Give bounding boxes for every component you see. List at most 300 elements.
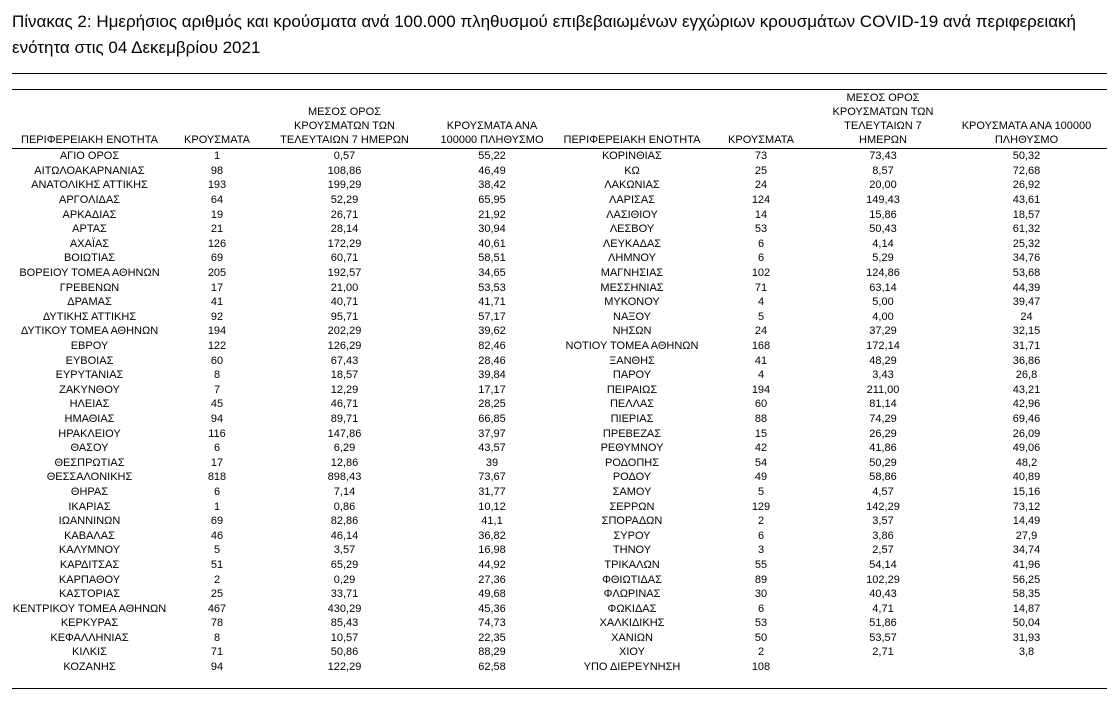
cell-avg7: 20,00: [869, 179, 897, 192]
table-row: [12, 339, 1107, 354]
cell-per100k: 26,8: [1015, 369, 1038, 382]
cell-avg7: 5,00: [872, 296, 894, 309]
cell-avg7: 3,57: [872, 515, 894, 528]
cell-region: ΦΘΙΩΤΙΔΑΣ: [602, 573, 662, 586]
cell-avg7: 149,43: [866, 194, 900, 207]
cell-per100k: 37,97: [478, 427, 506, 440]
header-cases: ΚΡΟΥΣΜΑΤΑ: [728, 134, 794, 146]
cell-avg7: 67,43: [330, 354, 359, 367]
cell-region: ΡΟΔΟΠΗΣ: [604, 456, 660, 469]
cell-avg7: 26,29: [869, 427, 897, 440]
cell-per100k: 39,47: [1012, 296, 1041, 309]
cell-avg7: 2,71: [872, 646, 894, 659]
cell-region: ΣΕΡΡΩΝ: [609, 500, 655, 513]
cell-avg7: 0,29: [333, 573, 356, 586]
cell-per100k: 40,61: [478, 237, 506, 250]
cell-per100k: 31,71: [1012, 340, 1041, 353]
cell-per100k: 44,39: [1012, 281, 1041, 294]
cell-per100k: 39,84: [478, 369, 506, 382]
cell-per100k: 56,25: [1012, 573, 1041, 586]
cell-per100k: 82,46: [478, 340, 506, 353]
cell-per100k: 36,82: [478, 529, 506, 542]
table-row: [12, 572, 1107, 587]
cell-cases: 193: [207, 179, 227, 192]
cell-cases: 1: [213, 500, 221, 513]
table-row: [12, 455, 1107, 470]
cell-avg7: 4,00: [872, 310, 894, 323]
cell-region: ΚΑΣΤΟΡΙΑΣ: [58, 588, 121, 601]
cell-cases: 2: [757, 515, 765, 528]
cell-per100k: 28,46: [478, 354, 506, 367]
table-row: [12, 368, 1107, 383]
cell-per100k: 24: [1020, 310, 1033, 323]
cell-per100k: 40,89: [1012, 471, 1041, 484]
cell-region: ΧΙΟΥ: [619, 646, 645, 659]
cell-region: ΣΥΡΟΥ: [613, 529, 651, 542]
cell-per100k: 38,42: [478, 179, 506, 192]
cell-per100k: 14,49: [1012, 515, 1041, 528]
cell-cases: 17: [210, 456, 224, 469]
cell-cases: 49: [754, 471, 768, 484]
cell-cases: 92: [210, 310, 224, 323]
cell-per100k: 42,96: [1012, 398, 1041, 411]
cell-per100k: 66,85: [478, 412, 506, 425]
cell-avg7: 430,29: [327, 602, 362, 615]
cell-avg7: 54,14: [869, 558, 897, 571]
cell-per100k: 26,92: [1012, 179, 1041, 192]
cell-per100k: 34,74: [1012, 544, 1041, 557]
cell-region: ΧΑΝΙΩΝ: [611, 631, 653, 644]
cell-cases: 24: [754, 325, 768, 338]
cell-cases: 41: [754, 354, 768, 367]
cell-cases: 4: [757, 296, 765, 309]
cell-avg7: 3,86: [872, 529, 894, 542]
table-row: [12, 353, 1107, 368]
cell-per100k: 62,58: [478, 661, 506, 674]
cell-avg7: 40,43: [869, 588, 897, 601]
cell-region: ΦΩΚΙΔΑΣ: [607, 602, 657, 615]
table-row: [12, 528, 1107, 543]
cell-region: ΤΗΝΟΥ: [612, 544, 652, 557]
cell-avg7: 48,29: [869, 354, 897, 367]
cell-per100k: 27,9: [1015, 529, 1038, 542]
header-cases: ΚΡΟΥΣΜΑΤΑ: [184, 134, 250, 146]
cell-cases: 69: [210, 252, 224, 265]
cell-region: ΝΑΞΟΥ: [613, 310, 651, 323]
table-row: [12, 543, 1107, 558]
cell-per100k: 3,8: [1018, 646, 1035, 659]
cell-per100k: 55,22: [478, 150, 506, 163]
cell-avg7: 50,43: [869, 223, 897, 236]
cell-per100k: 50,32: [1012, 150, 1041, 163]
cell-per100k: 57,17: [478, 310, 506, 323]
cell-cases: 98: [210, 164, 224, 177]
cell-per100k: 41,71: [478, 296, 506, 309]
table-row: [12, 470, 1107, 485]
cell-region: ΖΑΚΥΝΘΟΥ: [59, 383, 120, 396]
cell-per100k: 74,73: [478, 617, 506, 630]
cell-region: ΜΥΚΟΝΟΥ: [604, 296, 660, 309]
cell-region: ΑΡΓΟΛΙΔΑΣ: [59, 194, 120, 207]
cell-cases: 108: [751, 661, 771, 674]
cell-cases: 60: [210, 354, 224, 367]
cell-cases: 5: [757, 485, 765, 498]
cell-cases: 14: [754, 208, 768, 221]
cell-per100k: 69,46: [1012, 412, 1041, 425]
cell-region: ΑΙΤΩΛΟΑΚΑΡΝΑΝΙΑΣ: [34, 164, 145, 177]
cell-avg7: 18,57: [330, 369, 359, 382]
header-region: ΠΕΡΙΦΕΡΕΙΑΚΗ ΕΝΟΤΗΤΑ: [21, 134, 158, 146]
table-row: [12, 485, 1107, 500]
cell-per100k: 31,93: [1012, 631, 1041, 644]
cell-per100k: 10,12: [478, 500, 506, 513]
cell-cases: 129: [751, 500, 771, 513]
table-row: [12, 295, 1107, 310]
cell-region: ΚΕΡΚΥΡΑΣ: [60, 617, 119, 630]
cell-region: ΛΑΚΩΝΙΑΣ: [604, 179, 660, 192]
cell-per100k: 53,53: [478, 281, 506, 294]
cell-avg7: 12,29: [330, 383, 359, 396]
cell-avg7: 199,29: [327, 179, 362, 192]
cell-region: ΛΕΣΒΟΥ: [609, 223, 655, 236]
cell-avg7: 10,57: [330, 631, 359, 644]
cell-per100k: 58,35: [1012, 588, 1041, 601]
table-row: [12, 631, 1107, 646]
table-bottom-rule: [12, 688, 1107, 689]
cell-cases: 467: [207, 602, 227, 615]
table-body: [12, 149, 1107, 675]
cell-per100k: 58,51: [478, 252, 506, 265]
table-row: [12, 412, 1107, 427]
cell-cases: 6: [757, 252, 765, 265]
cell-region: ΔΥΤΙΚΗΣ ΑΤΤΙΚΗΣ: [42, 310, 137, 323]
cell-per100k: 50,04: [1012, 617, 1041, 630]
cell-region: ΠΕΙΡΑΙΩΣ: [606, 383, 658, 396]
cell-cases: 3: [757, 544, 765, 557]
table-row: [12, 587, 1107, 602]
cell-region: ΚΑΛΥΜΝΟΥ: [58, 544, 121, 557]
cell-per100k: 41,96: [1012, 558, 1041, 571]
cell-cases: 45: [210, 398, 224, 411]
table-row: [12, 426, 1107, 441]
cell-region: ΑΝΑΤΟΛΙΚΗΣ ΑΤΤΙΚΗΣ: [31, 179, 148, 192]
cell-cases: 5: [757, 310, 765, 323]
cell-cases: 17: [210, 281, 224, 294]
cell-cases: 30: [754, 588, 768, 601]
table-row: [12, 514, 1107, 529]
cell-per100k: 21,92: [478, 208, 506, 221]
table-row: [12, 149, 1107, 164]
cell-avg7: 192,57: [327, 267, 362, 280]
cell-per100k: 32,15: [1012, 325, 1041, 338]
cell-avg7: 74,29: [869, 412, 897, 425]
table-row: [12, 193, 1107, 208]
cell-region: ΦΛΩΡΙΝΑΣ: [603, 588, 661, 601]
title-divider: [12, 73, 1107, 74]
cell-per100k: 27,36: [478, 573, 506, 586]
cell-region: ΠΑΡΟΥ: [612, 369, 652, 382]
cell-cases: 818: [207, 471, 227, 484]
cell-region: ΞΑΝΘΗΣ: [609, 354, 655, 367]
cell-per100k: 18,57: [1012, 208, 1041, 221]
cell-cases: 6: [757, 602, 765, 615]
cell-avg7: 52,29: [330, 194, 359, 207]
table-row: [12, 164, 1107, 179]
table-row: [12, 251, 1107, 266]
cell-region: ΔΡΑΜΑΣ: [67, 296, 112, 309]
cell-cases: 55: [754, 558, 768, 571]
cell-region: ΔΥΤΙΚΟΥ ΤΟΜΕΑ ΑΘΗΝΩΝ: [20, 325, 159, 338]
table-row: [12, 324, 1107, 339]
header-avg7: ΜΕΣΟΣ ΟΡΟΣ ΚΡΟΥΣΜΑΤΩΝ ΤΩΝ ΤΕΛΕΥΤΑΙΩΝ 7 ΗΜΕΡΩΝ: [280, 106, 409, 146]
header-region: ΠΕΡΙΦΕΡΕΙΑΚΗ ΕΝΟΤΗΤΑ: [563, 134, 701, 146]
cell-avg7: 46,71: [330, 398, 359, 411]
cell-avg7: 7,14: [333, 485, 356, 498]
cell-per100k: 48,2: [1015, 456, 1038, 469]
cell-cases: 51: [210, 558, 224, 571]
cell-avg7: 108,86: [327, 164, 362, 177]
cell-per100k: 72,68: [1012, 164, 1041, 177]
cell-avg7: 4,57: [872, 485, 894, 498]
table-row: [12, 601, 1107, 616]
header-avg7: ΜΕΣΟΣ ΟΡΟΣ ΚΡΟΥΣΜΑΤΩΝ ΤΩΝ ΤΕΛΕΥΤΑΙΩΝ 7 ΗΜΕΡΩΝ: [832, 92, 934, 146]
table-row: [12, 645, 1107, 660]
cell-region: ΜΑΓΝΗΣΙΑΣ: [600, 267, 664, 280]
cell-region: ΠΙΕΡΙΑΣ: [610, 412, 654, 425]
cell-avg7: 211,00: [866, 383, 900, 396]
cell-avg7: 40,71: [330, 296, 359, 309]
table-row: [12, 383, 1107, 398]
cell-cases: 5: [213, 544, 221, 557]
cell-avg7: 126,29: [327, 340, 362, 353]
cell-cases: 7: [213, 383, 221, 396]
cell-avg7: 82,86: [330, 515, 359, 528]
cell-avg7: 3,57: [333, 544, 356, 557]
cell-avg7: 898,43: [327, 471, 362, 484]
table-header-row: [12, 91, 1107, 149]
cell-region: ΑΡΚΑΔΙΑΣ: [62, 208, 117, 221]
cell-avg7: 15,86: [869, 208, 897, 221]
cell-per100k: 43,21: [1012, 383, 1041, 396]
cell-cases: 122: [207, 340, 227, 353]
cell-region: ΚΑΡΠΑΘΟΥ: [58, 573, 121, 586]
cell-per100k: 39,62: [478, 325, 506, 338]
cell-region: ΠΕΛΛΑΣ: [609, 398, 655, 411]
cell-cases: 71: [210, 646, 224, 659]
cell-per100k: 65,95: [478, 194, 506, 207]
cell-per100k: 34,65: [478, 267, 506, 280]
cell-avg7: 95,71: [330, 310, 359, 323]
cell-region: ΠΡΕΒΕΖΑΣ: [602, 427, 662, 440]
cell-region: ΤΡΙΚΑΛΩΝ: [604, 558, 660, 571]
cell-per100k: 73,12: [1012, 500, 1041, 513]
cell-avg7: 60,71: [330, 252, 359, 265]
cell-region: ΡΕΘΥΜΝΟΥ: [600, 442, 664, 455]
cell-cases: 2: [757, 646, 765, 659]
header-per100k: ΚΡΟΥΣΜΑΤΑ ΑΝΑ 100000 ΠΛΗΘΥΣΜΟ: [440, 120, 544, 146]
cell-cases: 205: [207, 267, 227, 280]
cell-cases: 24: [754, 179, 768, 192]
cell-per100k: 34,76: [1012, 252, 1041, 265]
cell-avg7: 53,57: [869, 631, 897, 644]
cell-cases: 94: [210, 412, 224, 425]
cell-cases: 41: [210, 296, 224, 309]
table-row: [12, 441, 1107, 456]
cell-per100k: 49,68: [478, 588, 506, 601]
cell-cases: 42: [754, 442, 768, 455]
table-row: [12, 397, 1107, 412]
cell-region: ΘΕΣΣΑΛΟΝΙΚΗΣ: [46, 471, 133, 484]
cell-cases: 8: [213, 369, 221, 382]
cell-cases: 15: [754, 427, 768, 440]
table-row: [12, 558, 1107, 573]
cell-cases: 1: [213, 150, 221, 163]
cell-per100k: 36,86: [1012, 354, 1041, 367]
table-row: [12, 499, 1107, 514]
cell-cases: 124: [751, 194, 771, 207]
cell-avg7: 51,86: [869, 617, 897, 630]
cell-cases: 6: [757, 529, 765, 542]
cell-avg7: 50,86: [330, 646, 359, 659]
table-row: [12, 237, 1107, 252]
cell-per100k: 31,77: [478, 485, 506, 498]
cell-cases: 64: [210, 194, 224, 207]
cell-avg7: 142,29: [866, 500, 900, 513]
cell-cases: 89: [754, 573, 768, 586]
cell-region: ΑΓΙΟ ΟΡΟΣ: [59, 150, 120, 163]
cell-cases: 6: [757, 237, 765, 250]
cell-per100k: 25,32: [1012, 237, 1041, 250]
cell-avg7: 46,14: [330, 529, 359, 542]
cell-avg7: 2,57: [872, 544, 894, 557]
cell-region: ΚΕΦΑΛΛΗΝΙΑΣ: [50, 631, 129, 644]
cell-avg7: 8,57: [872, 164, 894, 177]
cell-avg7: 122,29: [327, 661, 362, 674]
cell-region: ΙΚΑΡΙΑΣ: [68, 500, 111, 513]
document-title: Πίνακας 2: Ημερήσιος αριθμός και κρούσματα ανά 100.000 πληθυσμού επιβεβαιωμένων εγχώριων κρουσμάτων COVID-19 ανά περιφερειακή ενότητα στις 04 Δεκεμβρίου 2021: [12, 12, 1076, 57]
cell-cases: 94: [210, 661, 224, 674]
cell-cases: 53: [754, 223, 768, 236]
cell-cases: 88: [754, 412, 768, 425]
cell-region: ΚΙΛΚΙΣ: [72, 646, 107, 659]
cell-region: ΒΟΡΕΙΟΥ ΤΟΜΕΑ ΑΘΗΝΩΝ: [19, 267, 160, 280]
cell-per100k: 30,94: [478, 223, 506, 236]
cell-region: ΗΡΑΚΛΕΙΟΥ: [58, 427, 121, 440]
cell-avg7: 58,86: [869, 471, 897, 484]
cell-cases: 102: [751, 267, 771, 280]
cell-cases: 78: [210, 617, 224, 630]
covid-cases-table: [12, 91, 1107, 674]
cell-per100k: 46,49: [478, 164, 506, 177]
cell-per100k: 39: [485, 456, 499, 469]
cell-cases: 194: [207, 325, 227, 338]
cell-cases: 50: [754, 631, 768, 644]
cell-avg7: 73,43: [869, 150, 897, 163]
cell-region: ΕΒΡΟΥ: [70, 340, 109, 353]
cell-per100k: 53,68: [1012, 267, 1041, 280]
cell-per100k: 26,09: [1012, 427, 1041, 440]
cell-cases: 25: [754, 164, 768, 177]
cell-avg7: 63,14: [869, 281, 897, 294]
cell-region: ΚΕΝΤΡΙΚΟΥ ΤΟΜΕΑ ΑΘΗΝΩΝ: [12, 602, 167, 615]
table-row: [12, 266, 1107, 281]
cell-region: ΥΠΟ ΔΙΕΡΕΥΝΗΣΗ: [583, 661, 681, 674]
cell-region: ΝΟΤΙΟΥ ΤΟΜΕΑ ΑΘΗΝΩΝ: [565, 340, 699, 353]
table-row: [12, 660, 1107, 675]
cell-per100k: [946, 660, 1107, 675]
table-row: [12, 616, 1107, 631]
cell-region: ΚΟΡΙΝΘΙΑΣ: [602, 150, 662, 163]
cell-region: ΛΑΡΙΣΑΣ: [608, 194, 655, 207]
cell-cases: 21: [210, 223, 224, 236]
cell-avg7: 0,86: [333, 500, 356, 513]
cell-cases: 116: [208, 427, 226, 440]
cell-cases: 6: [213, 485, 221, 498]
cell-avg7: 4,71: [872, 602, 894, 615]
cell-avg7: 172,29: [327, 237, 362, 250]
cell-avg7: 85,43: [330, 617, 359, 630]
cell-per100k: 45,36: [478, 602, 506, 615]
cell-region: ΚΑΡΔΙΤΣΑΣ: [59, 558, 120, 571]
cell-avg7: 147,86: [327, 427, 362, 440]
cell-avg7: 3,43: [872, 369, 894, 382]
cell-region: ΗΛΕΙΑΣ: [69, 398, 110, 411]
cell-avg7: 26,71: [330, 208, 359, 221]
cell-region: ΘΕΣΠΡΩΤΙΑΣ: [54, 456, 125, 469]
table-row: [12, 280, 1107, 295]
cell-per100k: 15,16: [1012, 485, 1041, 498]
table-row: [12, 207, 1107, 222]
cell-avg7: 5,29: [872, 252, 894, 265]
cell-cases: 69: [210, 515, 224, 528]
cell-region: ΣΑΜΟΥ: [612, 485, 652, 498]
cell-cases: 8: [213, 631, 221, 644]
cell-cases: 194: [751, 383, 771, 396]
cell-avg7: 12,86: [330, 456, 359, 469]
cell-cases: 2: [213, 573, 221, 586]
cell-avg7: 102,29: [866, 573, 900, 586]
cell-avg7: 202,29: [327, 325, 362, 338]
cell-per100k: 43,61: [1012, 194, 1041, 207]
cell-avg7: 0,57: [333, 150, 356, 163]
cell-avg7: 50,29: [869, 456, 897, 469]
cell-region: ΓΡΕΒΕΝΩΝ: [59, 281, 120, 294]
table-row: [12, 178, 1107, 193]
cell-avg7: [820, 660, 946, 675]
cell-region: ΑΧΑΪΑΣ: [69, 237, 110, 250]
cell-region: ΘΑΣΟΥ: [70, 442, 109, 455]
cell-region: ΒΟΙΩΤΙΑΣ: [63, 252, 116, 265]
cell-per100k: 88,29: [478, 646, 506, 659]
cell-cases: 46: [210, 529, 224, 542]
cell-avg7: 172,14: [866, 340, 900, 353]
cell-region: ΛΗΜΝΟΥ: [608, 252, 656, 265]
cell-cases: 71: [754, 281, 768, 294]
table-top-rule: [12, 89, 1107, 90]
cell-cases: 4: [757, 369, 765, 382]
cell-region: ΛΑΣΙΘΙΟΥ: [606, 208, 658, 221]
cell-avg7: 37,29: [869, 325, 897, 338]
cell-per100k: 16,98: [478, 544, 506, 557]
cell-region: ΗΜΑΘΙΑΣ: [64, 412, 115, 425]
cell-cases: 25: [210, 588, 224, 601]
cell-region: ΚΑΒΑΛΑΣ: [64, 529, 115, 542]
cell-per100k: 22,35: [478, 631, 506, 644]
cell-per100k: 17,17: [478, 383, 506, 396]
cell-cases: 73: [754, 150, 768, 163]
cell-region: ΕΥΒΟΙΑΣ: [65, 354, 114, 367]
cell-avg7: 89,71: [330, 412, 359, 425]
